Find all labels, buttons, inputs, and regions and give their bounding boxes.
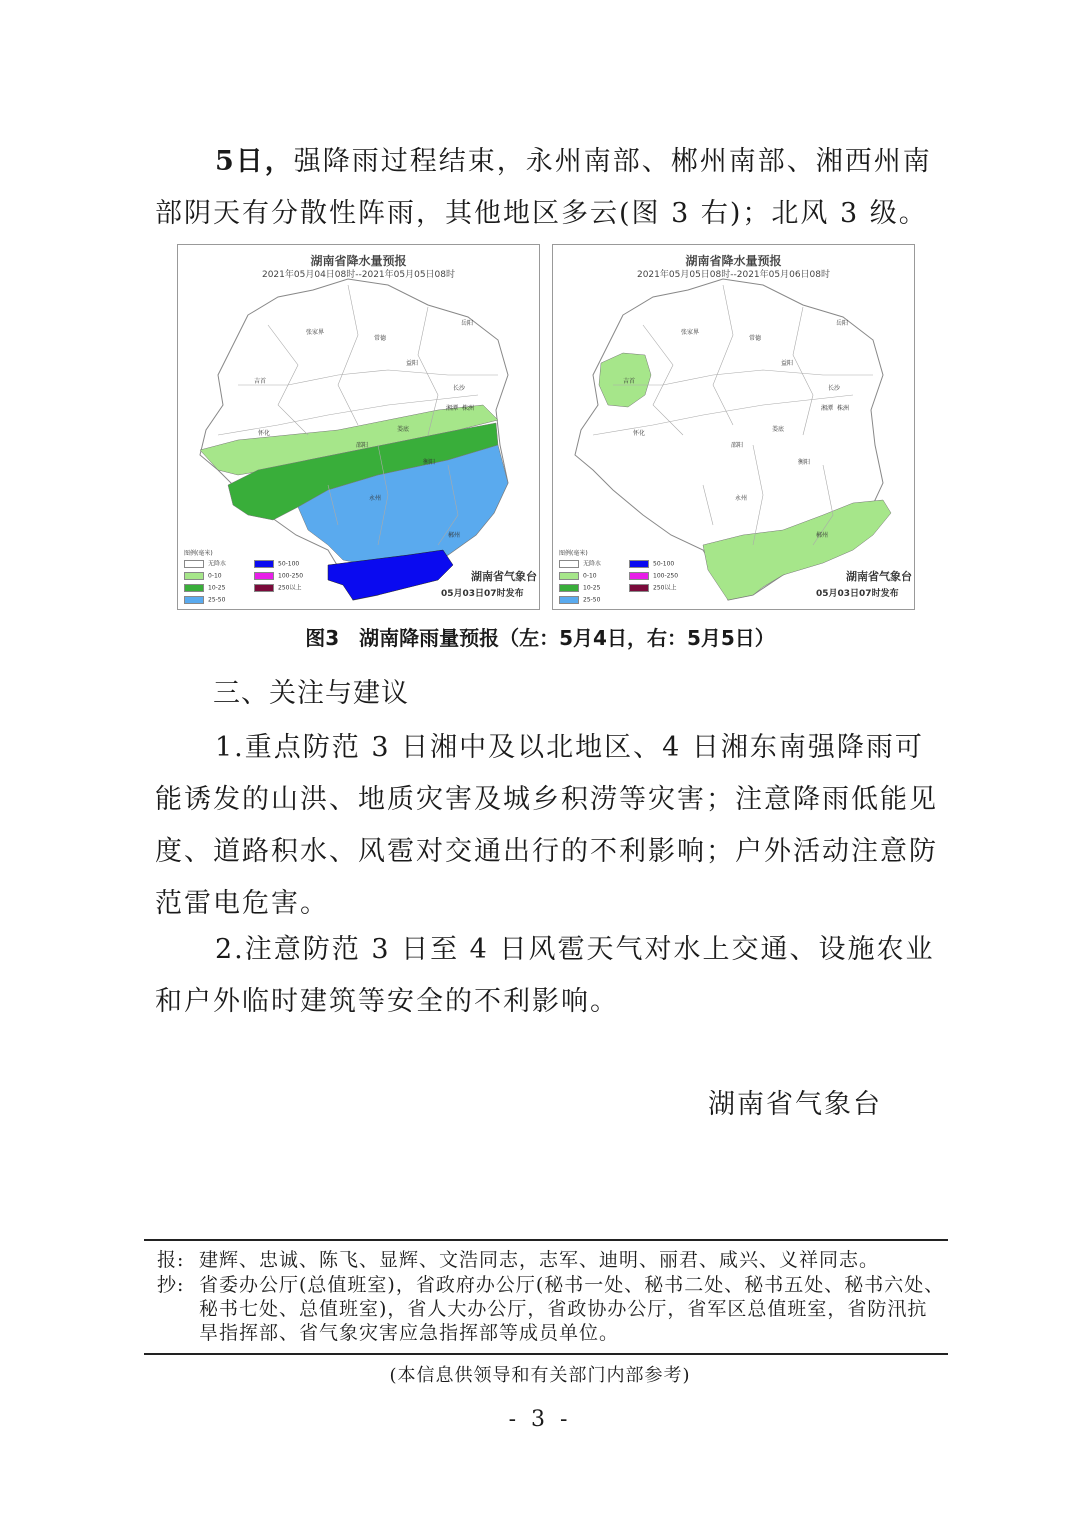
- copy-text: 省委办公厅(总值班室)，省政府办公厅(秘书一处、秘书二处、秘书五处、秘书六处、秘书七处、总值班室)，省人大办公厅，省政协办公厅，省军区总值班室，省防汛抗旱指挥部、省气象灾害应急指挥部等成员单位。: [199, 1274, 945, 1344]
- city-label: 湘潭: [821, 405, 834, 412]
- city-label: 岳阳: [836, 320, 849, 327]
- internal-reference-note: (本信息供领导和有关部门内部参考): [389, 1365, 691, 1386]
- page-number: - 3 -: [508, 1407, 572, 1432]
- city-label: 张家界: [681, 329, 700, 336]
- map-title: 湖南省降水量预报: [310, 254, 407, 268]
- map-may5: [552, 244, 915, 610]
- legend-item: 10-25: [184, 584, 225, 592]
- city-label: 岳阳: [461, 320, 474, 327]
- city-label: 常德: [374, 335, 387, 342]
- map-subtitle: 2021年05月05日08时--2021年05月06日08时: [636, 270, 831, 280]
- city-label: 株洲: [837, 405, 850, 412]
- legend-item: 无降水: [184, 560, 226, 568]
- city-label: 郴州: [816, 532, 829, 539]
- legend-item: 250以上: [629, 584, 676, 592]
- advice-item-2: 2.注意防范 3 日至 4 日风雹天气对水上交通、设施农业和户外临时建筑等安全的不利影响。: [155, 934, 935, 1017]
- legend-item: 0-10: [559, 572, 597, 580]
- legend-item: 0-10: [184, 572, 222, 580]
- map-agency: 湖南省气象台: [846, 570, 912, 583]
- legend-item: 50-100: [629, 560, 674, 568]
- hunan-map-left-graphic: [178, 245, 539, 609]
- legend-item: 25-50: [559, 596, 600, 604]
- precipitation-forecast-maps: [177, 244, 915, 610]
- legend-item: 10-25: [559, 584, 600, 592]
- section-heading: 三、关注与建议: [213, 678, 409, 709]
- city-label: 常德: [749, 335, 762, 342]
- city-label: 湘潭: [446, 405, 459, 412]
- city-label: 张家界: [306, 329, 325, 336]
- figure-caption: 图3 湖南降雨量预报（左：5月4日，右：5月5日）: [305, 626, 775, 650]
- divider-top: [144, 1239, 948, 1241]
- city-label: 邵阳: [731, 442, 744, 449]
- city-label: 邵阳: [356, 442, 369, 449]
- legend-title: 图例(毫米): [184, 550, 213, 557]
- legend-item: 25-50: [184, 596, 225, 604]
- city-label: 长沙: [453, 385, 466, 392]
- legend-item: 50-100: [254, 560, 299, 568]
- map-issued: 05月03日07时发布: [441, 589, 524, 599]
- city-label: 怀化: [258, 430, 271, 437]
- city-label: 吉首: [254, 378, 267, 385]
- copy-to: [157, 1273, 947, 1345]
- city-label: 株洲: [462, 405, 475, 412]
- city-label: 益阳: [406, 360, 419, 367]
- divider-bottom: [144, 1353, 948, 1355]
- city-label: 衡阳: [423, 459, 436, 466]
- day5-text: 强降雨过程结束，永州南部、郴州南部、湘西州南部阴天有分散性阵雨，其他地区多云(图 3 右)；北风 3 级。: [155, 146, 932, 229]
- forecast-paragraph-day5: [155, 136, 945, 240]
- city-label: 郴州: [448, 532, 461, 539]
- map-issued: 05月03日07时发布: [816, 589, 899, 599]
- legend-item: 100-250: [629, 572, 678, 580]
- city-label: 长沙: [828, 385, 841, 392]
- city-label: 衡阳: [798, 459, 811, 466]
- legend-item: 250以上: [254, 584, 301, 592]
- legend-item: 100-250: [254, 572, 303, 580]
- city-label: 益阳: [781, 360, 794, 367]
- legend-title: 图例(毫米): [559, 550, 588, 557]
- copy-label: 抄:: [157, 1274, 185, 1296]
- report-text: 建辉、忠诚、陈飞、显辉、文浩同志，志军、迪明、丽君、咸兴、义祥同志。: [199, 1249, 880, 1271]
- signature: 湖南省气象台: [708, 1089, 882, 1120]
- map-may4: [177, 244, 540, 610]
- city-label: 娄底: [772, 426, 785, 433]
- city-label: 怀化: [633, 430, 646, 437]
- map-subtitle: 2021年05月04日08时--2021年05月05日08时: [261, 270, 456, 280]
- report-label: 报:: [157, 1249, 185, 1271]
- city-label: 永州: [369, 495, 382, 502]
- legend-item: 无降水: [559, 560, 601, 568]
- day5-lead: 5日，: [215, 146, 294, 177]
- hunan-map-right-graphic: [553, 245, 914, 609]
- map-agency: 湖南省气象台: [471, 570, 537, 583]
- advice-item-1: 1.重点防范 3 日湘中及以北地区、4 日湘东南强降雨可能诱发的山洪、地质灾害及城乡积涝等灾害；注意降雨低能见度、道路积水、风雹对交通出行的不利影响；户外活动注意防范雷电危害。: [155, 732, 938, 919]
- map-title: 湖南省降水量预报: [685, 254, 782, 268]
- city-label: 吉首: [623, 378, 636, 385]
- city-label: 娄底: [397, 426, 410, 433]
- report-to: [157, 1248, 947, 1272]
- city-label: 永州: [735, 495, 748, 502]
